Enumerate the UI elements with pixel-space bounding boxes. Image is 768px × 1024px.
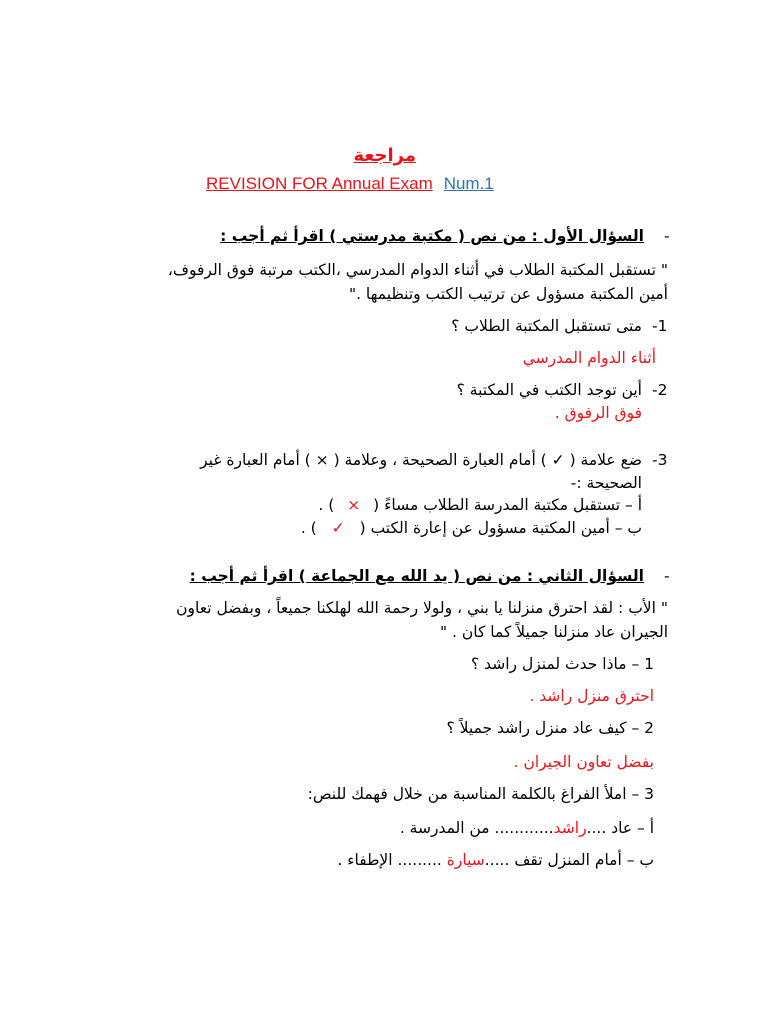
q1-passage-line-2: أمين المكتبة مسؤول عن ترتيب الكتب وتنظيمها ."	[348, 285, 668, 303]
q1-item-2-number: -2	[652, 381, 668, 399]
statement-b-text: ب – أمين المكتبة مسؤول عن إعارة الكتب (	[359, 519, 642, 537]
page-title-english: REVISION FOR Annual Exam	[206, 174, 433, 193]
fill-b-answer: سيارة	[446, 851, 485, 869]
statement-b-close: ) .	[300, 519, 317, 537]
q2-heading: السؤال الثاني : من نص ( يد الله مع الجماعة ) اقرأ ثم أجب :	[189, 567, 644, 585]
q2-passage-line-2: الجيران عاد منزلنا جميلاً كما كان . "	[439, 623, 668, 641]
q2-bullet: -	[664, 567, 670, 585]
q1-item-3-statement-b	[301, 518, 642, 538]
page-title-english-line	[206, 174, 494, 194]
q2-fill-b	[337, 850, 654, 870]
q1-item-1-answer: أثناء الدوام المدرسي	[522, 349, 656, 367]
q2-passage-line-1: " الأب : لقد احترق منزلنا يا بني ، ولولا رحمة الله لهلكنا جميعاً ، وبفضل تعاون	[176, 599, 668, 617]
q1-item-1-question: متى تستقبل المكتبة الطلاب ؟	[451, 317, 642, 335]
q1-item-1-number: -1	[652, 317, 668, 335]
q2-item-1-question: 1 – ماذا حدث لمنزل راشد ؟	[470, 655, 654, 673]
fill-b-suffix: ......... الإطفاء .	[337, 851, 447, 869]
q1-item-2-answer: فوق الرفوق .	[554, 404, 642, 422]
q1-item-3-instruction-line-2: الصحيحة :-	[570, 474, 642, 492]
q2-item-2-question: 2 – كيف عاد منزل راشد جميلاً ؟	[446, 719, 654, 737]
statement-a-close: ) .	[318, 496, 335, 514]
q1-item-3-number: -3	[652, 451, 668, 469]
q1-item-2-question: أين توجد الكتب في المكتبة ؟	[456, 381, 642, 399]
q1-heading: السؤال الأول : من نص ( مكتبة مدرستي ) اقرأ ثم أجب :	[220, 227, 644, 245]
q2-item-1-answer: احترق منزل راشد .	[529, 687, 654, 705]
q2-fill-a	[400, 818, 654, 838]
fill-b-prefix: ب – أمام المنزل تقف .....	[484, 851, 654, 869]
q1-item-3-statement-a	[318, 495, 642, 515]
fill-a-answer: راشد	[553, 819, 587, 837]
page-title-arabic: مراجعة	[353, 145, 416, 166]
statement-a-text: أ – تستقبل مكتبة المدرسة الطلاب مساءً (	[373, 496, 642, 514]
check-mark-icon: ✓	[331, 519, 345, 537]
cross-mark-icon: ×	[347, 496, 361, 514]
fill-a-suffix: ............ من المدرسة .	[399, 819, 554, 837]
q1-passage-line-1: " تستقبل المكتبة الطلاب في أثناء الدوام المدرسي ،الكتب مرتبة فوق الرفوف،	[167, 261, 668, 279]
q2-item-2-answer: بفضل تعاون الجيران .	[513, 753, 654, 771]
q1-item-3-instruction-line-1: ضع علامة ( ✓ ) أمام العبارة الصحيحة ، وعلامة ( × ) أمام العبارة غير	[200, 451, 642, 469]
q2-item-3-instruction: 3 – املأ الفراغ بالكلمة المناسبة من خلال فهمك للنص:	[307, 785, 654, 803]
page-title-number: Num.1	[443, 174, 494, 193]
q1-bullet: -	[664, 227, 670, 245]
fill-a-prefix: أ – عاد ....	[586, 819, 654, 837]
